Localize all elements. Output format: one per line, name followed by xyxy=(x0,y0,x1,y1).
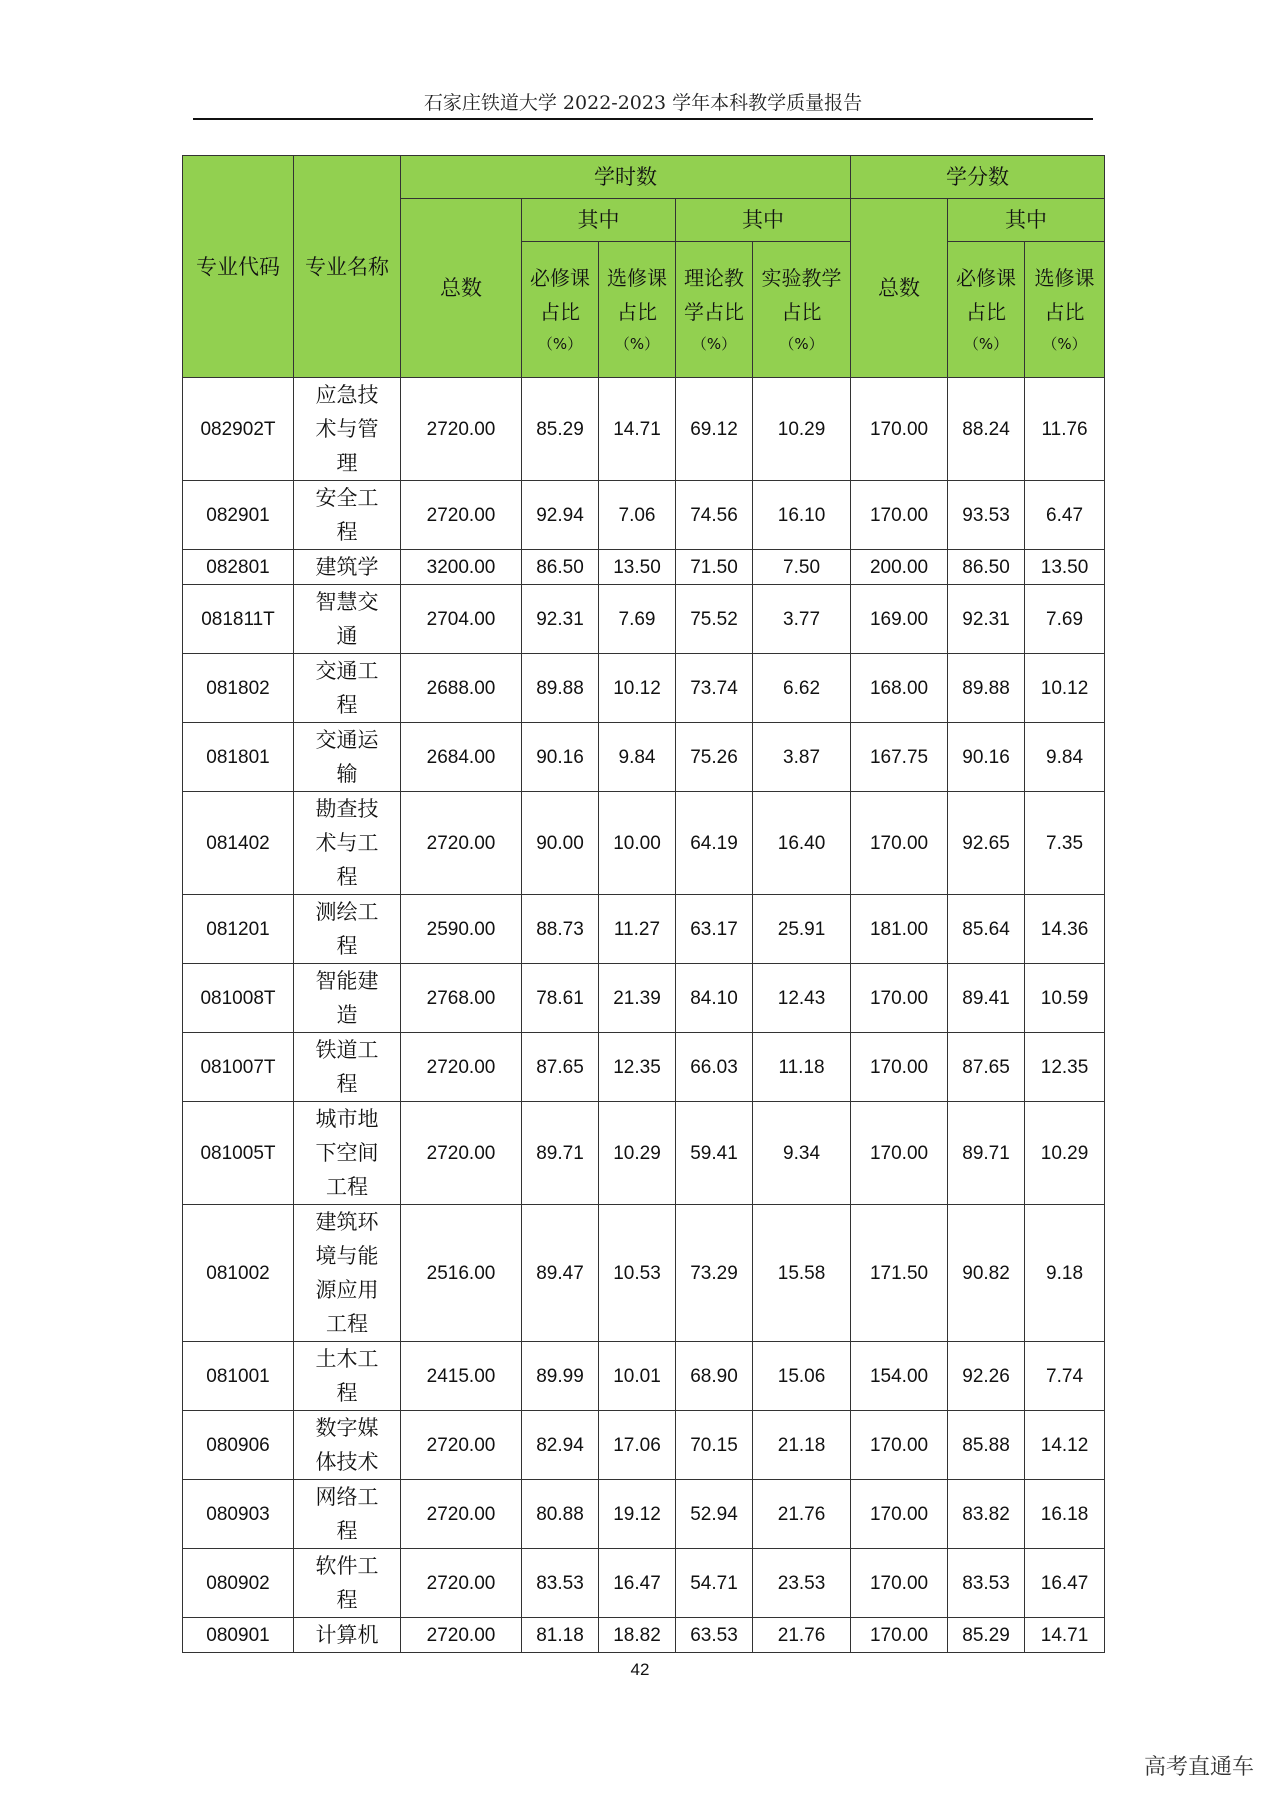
cell-hours-theory: 73.29 xyxy=(676,1205,753,1342)
table-row xyxy=(183,1033,1105,1102)
header-credits-required xyxy=(948,242,1025,378)
header-credits-total: 总数 xyxy=(851,199,948,378)
cell-hours-total: 2720.00 xyxy=(401,378,522,481)
header-hours-theory xyxy=(676,242,753,378)
cell-hours-total: 2720.00 xyxy=(401,1480,522,1549)
table-body xyxy=(183,378,1105,1653)
cell-hours-total: 2720.00 xyxy=(401,1549,522,1618)
cell-credits-total: 171.50 xyxy=(851,1205,948,1342)
cell-code: 081801 xyxy=(183,723,294,792)
cell-hours-elective: 18.82 xyxy=(599,1618,676,1653)
header-credits-elective xyxy=(1025,242,1105,378)
cell-hours-lab: 25.91 xyxy=(753,895,851,964)
cell-name: 计算机 xyxy=(294,1618,401,1653)
cell-hours-lab: 3.77 xyxy=(753,585,851,654)
cell-credits-total: 170.00 xyxy=(851,1033,948,1102)
page-header: 石家庄铁道大学 2022-2023 学年本科教学质量报告 xyxy=(423,92,863,114)
cell-hours-total: 2720.00 xyxy=(401,1618,522,1653)
cell-hours-total: 2720.00 xyxy=(401,1411,522,1480)
cell-name: 交通运输 xyxy=(294,723,401,792)
cell-credits-elective: 10.12 xyxy=(1025,654,1105,723)
cell-hours-total: 2720.00 xyxy=(401,1102,522,1205)
cell-code: 080902 xyxy=(183,1549,294,1618)
cell-credits-total: 200.00 xyxy=(851,550,948,585)
cell-name: 城市地下空间工程 xyxy=(294,1102,401,1205)
cell-hours-lab: 16.10 xyxy=(753,481,851,550)
cell-credits-required: 90.82 xyxy=(948,1205,1025,1342)
cell-credits-required: 93.53 xyxy=(948,481,1025,550)
cell-hours-elective: 17.06 xyxy=(599,1411,676,1480)
percent-unit: （%） xyxy=(691,334,737,353)
cell-name: 铁道工程 xyxy=(294,1033,401,1102)
cell-credits-total: 170.00 xyxy=(851,1618,948,1653)
cell-code: 081001 xyxy=(183,1342,294,1411)
cell-hours-required: 89.71 xyxy=(522,1102,599,1205)
cell-credits-required: 92.31 xyxy=(948,585,1025,654)
cell-code: 081811T xyxy=(183,585,294,654)
cell-hours-elective: 13.50 xyxy=(599,550,676,585)
percent-unit: （%） xyxy=(1042,334,1087,353)
curriculum-table xyxy=(182,155,1105,1653)
cell-hours-required: 85.29 xyxy=(522,378,599,481)
cell-credits-required: 92.26 xyxy=(948,1342,1025,1411)
cell-hours-theory: 59.41 xyxy=(676,1102,753,1205)
cell-code: 080903 xyxy=(183,1480,294,1549)
table-row xyxy=(183,1411,1105,1480)
cell-hours-required: 92.31 xyxy=(522,585,599,654)
cell-hours-theory: 71.50 xyxy=(676,550,753,585)
cell-hours-lab: 16.40 xyxy=(753,792,851,895)
cell-hours-theory: 52.94 xyxy=(676,1480,753,1549)
cell-credits-elective: 12.35 xyxy=(1025,1033,1105,1102)
cell-hours-lab: 7.50 xyxy=(753,550,851,585)
cell-credits-total: 170.00 xyxy=(851,792,948,895)
cell-hours-elective: 21.39 xyxy=(599,964,676,1033)
cell-hours-elective: 10.00 xyxy=(599,792,676,895)
header-label: 选修课占比 xyxy=(1034,265,1095,324)
header-hours-elective xyxy=(599,242,676,378)
cell-credits-elective: 14.71 xyxy=(1025,1618,1105,1653)
cell-hours-required: 86.50 xyxy=(522,550,599,585)
cell-credits-required: 92.65 xyxy=(948,792,1025,895)
header-label: 理论教学占比 xyxy=(684,265,744,324)
cell-hours-required: 90.00 xyxy=(522,792,599,895)
header-label: 选修课占比 xyxy=(607,265,667,324)
cell-credits-elective: 14.12 xyxy=(1025,1411,1105,1480)
header-label: 必修课占比 xyxy=(530,265,590,324)
cell-name: 软件工程 xyxy=(294,1549,401,1618)
header-rule xyxy=(193,118,1093,120)
cell-hours-theory: 54.71 xyxy=(676,1549,753,1618)
cell-hours-total: 2684.00 xyxy=(401,723,522,792)
cell-hours-elective: 7.06 xyxy=(599,481,676,550)
cell-hours-lab: 15.06 xyxy=(753,1342,851,1411)
cell-hours-total: 2516.00 xyxy=(401,1205,522,1342)
cell-hours-theory: 68.90 xyxy=(676,1342,753,1411)
cell-hours-required: 89.99 xyxy=(522,1342,599,1411)
cell-hours-theory: 66.03 xyxy=(676,1033,753,1102)
cell-hours-required: 88.73 xyxy=(522,895,599,964)
table-row xyxy=(183,1205,1105,1342)
cell-credits-elective: 6.47 xyxy=(1025,481,1105,550)
cell-credits-elective: 11.76 xyxy=(1025,378,1105,481)
cell-hours-total: 3200.00 xyxy=(401,550,522,585)
cell-credits-required: 88.24 xyxy=(948,378,1025,481)
cell-credits-required: 85.88 xyxy=(948,1411,1025,1480)
cell-name: 测绘工程 xyxy=(294,895,401,964)
cell-hours-required: 90.16 xyxy=(522,723,599,792)
table-row xyxy=(183,585,1105,654)
cell-credits-total: 168.00 xyxy=(851,654,948,723)
cell-credits-elective: 14.36 xyxy=(1025,895,1105,964)
percent-unit: （%） xyxy=(537,334,583,353)
cell-hours-theory: 63.17 xyxy=(676,895,753,964)
cell-credits-required: 87.65 xyxy=(948,1033,1025,1102)
cell-hours-lab: 23.53 xyxy=(753,1549,851,1618)
header-label: 必修课占比 xyxy=(956,265,1017,324)
cell-hours-theory: 75.52 xyxy=(676,585,753,654)
cell-hours-required: 81.18 xyxy=(522,1618,599,1653)
cell-code: 082801 xyxy=(183,550,294,585)
table-row xyxy=(183,1342,1105,1411)
cell-hours-theory: 70.15 xyxy=(676,1411,753,1480)
header-hours-lab xyxy=(753,242,851,378)
cell-name: 智慧交通 xyxy=(294,585,401,654)
cell-hours-total: 2704.00 xyxy=(401,585,522,654)
cell-hours-lab: 21.76 xyxy=(753,1480,851,1549)
cell-hours-elective: 16.47 xyxy=(599,1549,676,1618)
cell-credits-total: 170.00 xyxy=(851,1411,948,1480)
cell-hours-elective: 10.12 xyxy=(599,654,676,723)
cell-hours-total: 2720.00 xyxy=(401,792,522,895)
cell-credits-elective: 13.50 xyxy=(1025,550,1105,585)
cell-code: 080906 xyxy=(183,1411,294,1480)
table-row xyxy=(183,654,1105,723)
cell-credits-required: 85.29 xyxy=(948,1618,1025,1653)
cell-credits-required: 83.53 xyxy=(948,1549,1025,1618)
cell-hours-lab: 11.18 xyxy=(753,1033,851,1102)
cell-hours-elective: 7.69 xyxy=(599,585,676,654)
cell-hours-elective: 10.01 xyxy=(599,1342,676,1411)
header-hours: 学时数 xyxy=(401,156,851,199)
cell-code: 081005T xyxy=(183,1102,294,1205)
cell-hours-required: 89.88 xyxy=(522,654,599,723)
cell-hours-required: 89.47 xyxy=(522,1205,599,1342)
table-row xyxy=(183,378,1105,481)
cell-credits-total: 170.00 xyxy=(851,481,948,550)
cell-hours-required: 80.88 xyxy=(522,1480,599,1549)
cell-credits-total: 170.00 xyxy=(851,1549,948,1618)
table-row xyxy=(183,895,1105,964)
cell-hours-total: 2768.00 xyxy=(401,964,522,1033)
cell-hours-required: 82.94 xyxy=(522,1411,599,1480)
percent-unit: （%） xyxy=(963,334,1009,353)
table-row xyxy=(183,550,1105,585)
table-row xyxy=(183,723,1105,792)
cell-name: 安全工程 xyxy=(294,481,401,550)
cell-hours-total: 2590.00 xyxy=(401,895,522,964)
cell-credits-total: 170.00 xyxy=(851,1480,948,1549)
cell-credits-total: 154.00 xyxy=(851,1342,948,1411)
percent-unit: （%） xyxy=(614,334,660,353)
cell-code: 081802 xyxy=(183,654,294,723)
cell-hours-elective: 9.84 xyxy=(599,723,676,792)
cell-hours-theory: 69.12 xyxy=(676,378,753,481)
cell-credits-elective: 10.59 xyxy=(1025,964,1105,1033)
cell-hours-theory: 74.56 xyxy=(676,481,753,550)
header-hours-of-which-2: 其中 xyxy=(676,199,851,242)
cell-name: 勘查技术与工程 xyxy=(294,792,401,895)
cell-hours-elective: 10.29 xyxy=(599,1102,676,1205)
cell-credits-total: 170.00 xyxy=(851,1102,948,1205)
page-number: 42 xyxy=(630,1660,650,1679)
cell-credits-elective: 16.18 xyxy=(1025,1480,1105,1549)
cell-credits-required: 86.50 xyxy=(948,550,1025,585)
cell-credits-elective: 7.74 xyxy=(1025,1342,1105,1411)
cell-name: 网络工程 xyxy=(294,1480,401,1549)
percent-unit: （%） xyxy=(779,334,824,353)
cell-hours-total: 2720.00 xyxy=(401,1033,522,1102)
cell-hours-lab: 12.43 xyxy=(753,964,851,1033)
cell-credits-total: 170.00 xyxy=(851,378,948,481)
cell-credits-total: 167.75 xyxy=(851,723,948,792)
table-row xyxy=(183,792,1105,895)
cell-name: 应急技术与管理 xyxy=(294,378,401,481)
cell-credits-required: 89.88 xyxy=(948,654,1025,723)
cell-hours-elective: 11.27 xyxy=(599,895,676,964)
cell-hours-lab: 10.29 xyxy=(753,378,851,481)
cell-code: 081008T xyxy=(183,964,294,1033)
cell-hours-required: 92.94 xyxy=(522,481,599,550)
cell-credits-total: 181.00 xyxy=(851,895,948,964)
cell-hours-total: 2720.00 xyxy=(401,481,522,550)
cell-credits-elective: 10.29 xyxy=(1025,1102,1105,1205)
header-credits-of-which: 其中 xyxy=(948,199,1105,242)
cell-hours-elective: 12.35 xyxy=(599,1033,676,1102)
cell-hours-required: 87.65 xyxy=(522,1033,599,1102)
cell-hours-elective: 14.71 xyxy=(599,378,676,481)
cell-hours-theory: 64.19 xyxy=(676,792,753,895)
cell-hours-theory: 84.10 xyxy=(676,964,753,1033)
cell-name: 数字媒体技术 xyxy=(294,1411,401,1480)
cell-hours-required: 83.53 xyxy=(522,1549,599,1618)
cell-credits-total: 170.00 xyxy=(851,964,948,1033)
cell-hours-total: 2415.00 xyxy=(401,1342,522,1411)
cell-hours-lab: 15.58 xyxy=(753,1205,851,1342)
cell-hours-lab: 3.87 xyxy=(753,723,851,792)
cell-code: 081007T xyxy=(183,1033,294,1102)
cell-hours-required: 78.61 xyxy=(522,964,599,1033)
cell-name: 建筑学 xyxy=(294,550,401,585)
table-row xyxy=(183,964,1105,1033)
cell-credits-required: 89.41 xyxy=(948,964,1025,1033)
header-credits: 学分数 xyxy=(851,156,1105,199)
cell-credits-required: 90.16 xyxy=(948,723,1025,792)
cell-hours-lab: 9.34 xyxy=(753,1102,851,1205)
header-name: 专业名称 xyxy=(294,156,401,378)
cell-hours-total: 2688.00 xyxy=(401,654,522,723)
cell-credits-required: 85.64 xyxy=(948,895,1025,964)
cell-credits-elective: 7.69 xyxy=(1025,585,1105,654)
cell-credits-required: 89.71 xyxy=(948,1102,1025,1205)
table-header xyxy=(183,156,1105,378)
cell-credits-elective: 7.35 xyxy=(1025,792,1105,895)
cell-credits-total: 169.00 xyxy=(851,585,948,654)
table-row xyxy=(183,481,1105,550)
cell-code: 081002 xyxy=(183,1205,294,1342)
table-row xyxy=(183,1549,1105,1618)
table-row xyxy=(183,1102,1105,1205)
cell-hours-theory: 73.74 xyxy=(676,654,753,723)
table-row xyxy=(183,1618,1105,1653)
cell-name: 建筑环境与能源应用工程 xyxy=(294,1205,401,1342)
header-label: 实验教学占比 xyxy=(761,265,842,324)
cell-name: 土木工程 xyxy=(294,1342,401,1411)
cell-code: 080901 xyxy=(183,1618,294,1653)
cell-credits-required: 83.82 xyxy=(948,1480,1025,1549)
cell-hours-elective: 19.12 xyxy=(599,1480,676,1549)
table-row xyxy=(183,1480,1105,1549)
cell-credits-elective: 9.84 xyxy=(1025,723,1105,792)
cell-name: 智能建造 xyxy=(294,964,401,1033)
watermark: 高考直通车 xyxy=(1143,1755,1254,1780)
cell-hours-lab: 6.62 xyxy=(753,654,851,723)
header-code: 专业代码 xyxy=(183,156,294,378)
header-hours-total: 总数 xyxy=(401,199,522,378)
cell-code: 082902T xyxy=(183,378,294,481)
cell-hours-lab: 21.76 xyxy=(753,1618,851,1653)
cell-hours-elective: 10.53 xyxy=(599,1205,676,1342)
cell-hours-lab: 21.18 xyxy=(753,1411,851,1480)
cell-code: 081201 xyxy=(183,895,294,964)
header-hours-required xyxy=(522,242,599,378)
cell-code: 082901 xyxy=(183,481,294,550)
cell-credits-elective: 16.47 xyxy=(1025,1549,1105,1618)
cell-code: 081402 xyxy=(183,792,294,895)
cell-hours-theory: 75.26 xyxy=(676,723,753,792)
header-hours-of-which-1: 其中 xyxy=(522,199,676,242)
cell-credits-elective: 9.18 xyxy=(1025,1205,1105,1342)
cell-name: 交通工程 xyxy=(294,654,401,723)
cell-hours-theory: 63.53 xyxy=(676,1618,753,1653)
